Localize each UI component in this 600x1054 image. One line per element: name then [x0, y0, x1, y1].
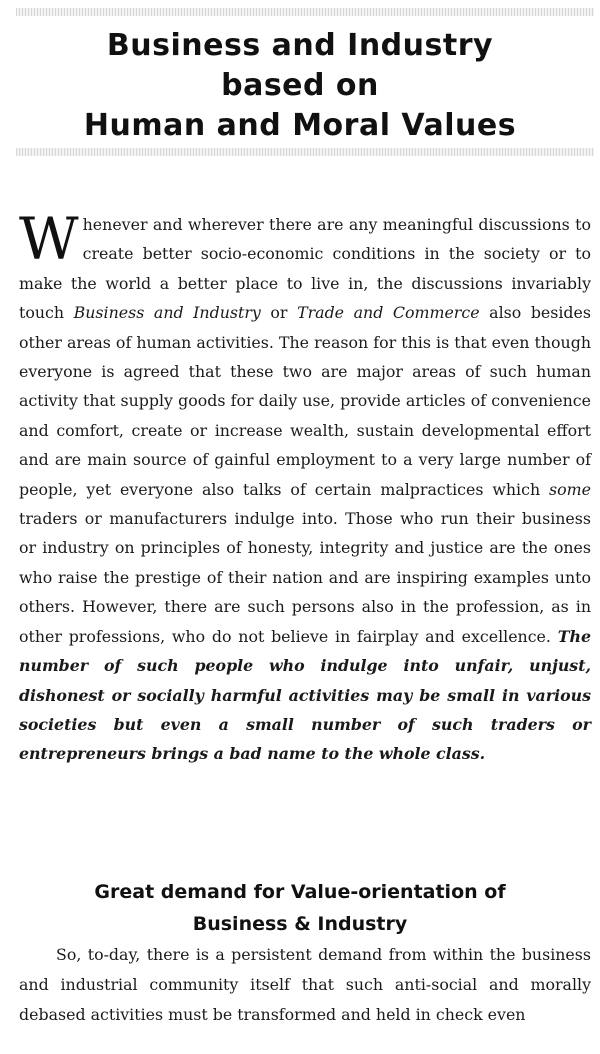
italic-word: some [549, 479, 591, 499]
second-paragraph: So, to-day, there is a persistent demand from within the business and industrial community itself that such anti-social and morally debased activities must be transformed and held in check even [19, 945, 591, 1024]
intro-paragraph [19, 205, 592, 769]
paragraph-text: traders or manufacturers indulge into. Those who run their business or industry on principles of honesty, integrity and justice are the ones who raise the prestige of their nation and are inspiring examples unto others. However, there are such persons also in the profession, as in other professions, who do not believe in fairplay and excellence. [19, 509, 591, 646]
title-line-3: Human and Moral Values [83, 108, 517, 143]
title-line-1: Business and Industry [106, 28, 494, 63]
title-top-rule [16, 8, 594, 16]
section-heading-line-2: Business & Industry [192, 913, 408, 935]
page-title [0, 26, 600, 146]
paragraph-text: also besides other areas of human activities. The reason for this is that even though everyone is agreed that these two are major areas of such human activity that supply goods for daily use, provide articles of convenience and comfort, create or increase wealth, sustain developmental effort and are main source of gainful employment to a very large number of people, yet everyone also talks of certain malpractices which [19, 303, 592, 499]
section-heading-line-1: Great demand for Value-orientation of [94, 881, 506, 903]
italic-phrase: Trade and Commerce [297, 303, 480, 323]
title-line-2: based on [221, 68, 379, 103]
drop-cap: W [19, 205, 79, 273]
paragraph-text: henever and wherever there are any meaningful discussions to create better socio-economic conditions in the society or to make the world a better place to live in, the discussions invariably touch [19, 215, 591, 323]
paragraph-text: or [260, 303, 298, 323]
emphasized-passage: The number of such people who indulge into unfair, unjust, dishonest or socially harmful activities may be small in various societies but even a small number of such traders or entrepreneurs brings a bad name to the whole class. [19, 626, 591, 764]
italic-phrase: Business and Industry [73, 303, 261, 323]
section-heading [0, 876, 600, 940]
title-bottom-rule [16, 148, 594, 156]
